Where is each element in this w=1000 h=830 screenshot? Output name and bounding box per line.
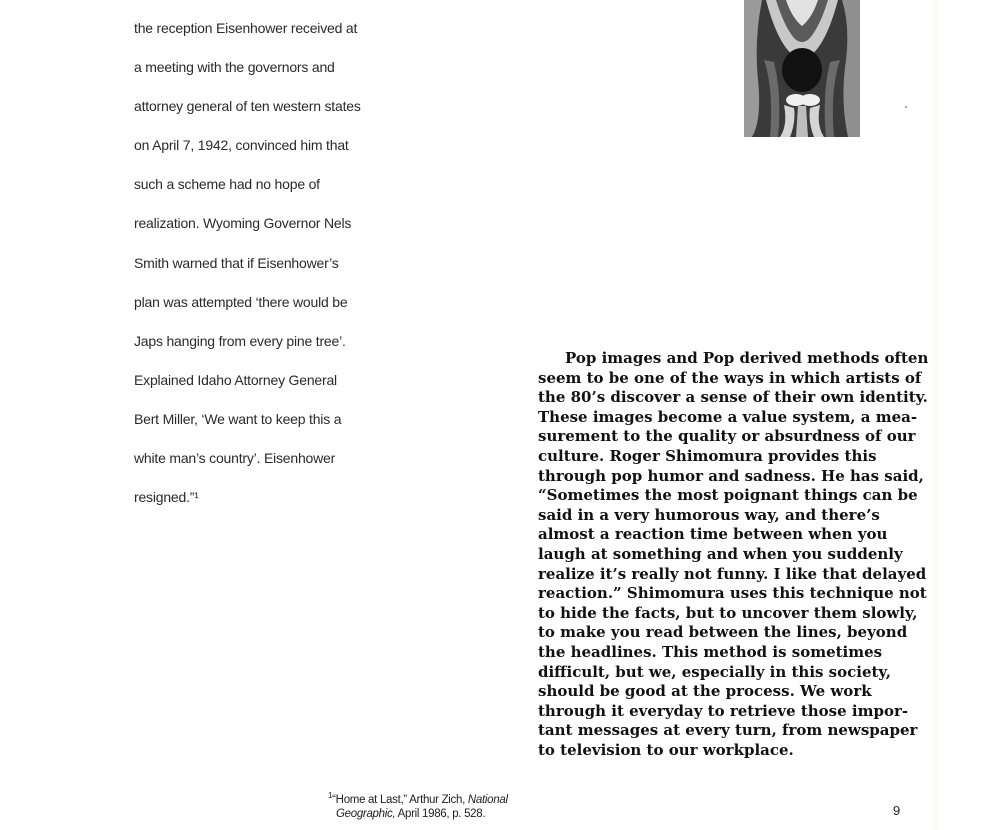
left-text-line: on April 7, 1942, convinced him that — [134, 137, 349, 154]
right-text-line: Pop images and Pop derived methods often — [565, 349, 929, 367]
right-text-line: tant messages at every turn, from newspaper — [538, 721, 918, 740]
left-text-line: a meeting with the governors and — [134, 59, 335, 76]
right-text-line: the headlines. This method is sometimes — [538, 642, 883, 661]
right-text-line: almost a reaction time between when you — [538, 525, 888, 544]
right-text-line: culture. Roger Shimomura provides this — [538, 446, 877, 465]
right-text-line: the 80’s discover a sense of their own identity. — [538, 388, 928, 407]
right-text-line: laugh at something and when you suddenly — [538, 544, 903, 563]
footnote-publication-cont: Geographic, — [336, 807, 396, 820]
left-text-line: plan was attempted ‘there would be — [134, 293, 348, 310]
right-text-line: “Sometimes the most poignant things can be — [538, 486, 918, 505]
left-text-line: the reception Eisenhower received at — [134, 20, 358, 36]
right-text-line: through pop humor and sadness. He has said, — [538, 466, 924, 485]
left-text-line: attorney general of ten western states — [134, 98, 361, 115]
footnote-marker: 1 — [328, 791, 333, 800]
right-text-line: to make you read between the lines, beyond — [538, 623, 908, 642]
right-text-line: reaction.” Shimomura uses this technique not — [538, 584, 927, 603]
footnote — [328, 789, 508, 821]
left-text-line: white man’s country’. Eisenhower — [134, 450, 336, 467]
right-column-text — [538, 349, 929, 760]
left-text-line: Smith warned that if Eisenhower’s — [134, 254, 339, 271]
left-text-line: realization. Wyoming Governor Nels — [134, 215, 352, 232]
footnote-line-2 — [328, 807, 508, 821]
right-text-line: surement to the quality or absurdness of our — [538, 427, 916, 446]
right-text-line: to television to our workplace. — [538, 740, 794, 759]
left-text-line: such a scheme had no hope of — [134, 176, 320, 193]
right-text-line: should be good at the process. We work — [538, 682, 872, 701]
right-text-line: through it everyday to retrieve those impor- — [538, 701, 909, 720]
right-text-line: seem to be one of the ways in which artists of — [538, 368, 922, 387]
left-column-text — [134, 18, 374, 526]
footnote-line-1 — [328, 789, 508, 807]
footnote-publication: National — [467, 793, 508, 806]
right-text-line: These images become a value system, a mea- — [538, 407, 918, 426]
scan-edge — [930, 0, 940, 830]
right-text-line: difficult, but we, especially in this society, — [538, 662, 891, 681]
right-text-line: to hide the facts, but to uncover them slowly, — [538, 603, 918, 622]
right-text-line: realize it’s really not funny. I like that delayed — [538, 564, 927, 583]
left-text-line: resigned.”¹ — [134, 489, 199, 506]
left-text-line: Bert Miller, ‘We want to keep this a — [134, 410, 342, 427]
right-text-line: said in a very humorous way, and there’s — [538, 505, 880, 524]
footnote-date-page: April 1986, p. 528. — [395, 807, 486, 820]
footnote-citation-text: “Home at Last,” Arthur Zich, — [332, 793, 468, 806]
artwork-image — [744, 0, 860, 137]
left-text-line: Explained Idaho Attorney General — [134, 371, 337, 388]
scan-speck — [905, 106, 907, 108]
left-text-line: Japs hanging from every pine tree’. — [134, 332, 346, 349]
artwork-illustration — [744, 0, 860, 137]
page-number: 9 — [893, 803, 901, 818]
